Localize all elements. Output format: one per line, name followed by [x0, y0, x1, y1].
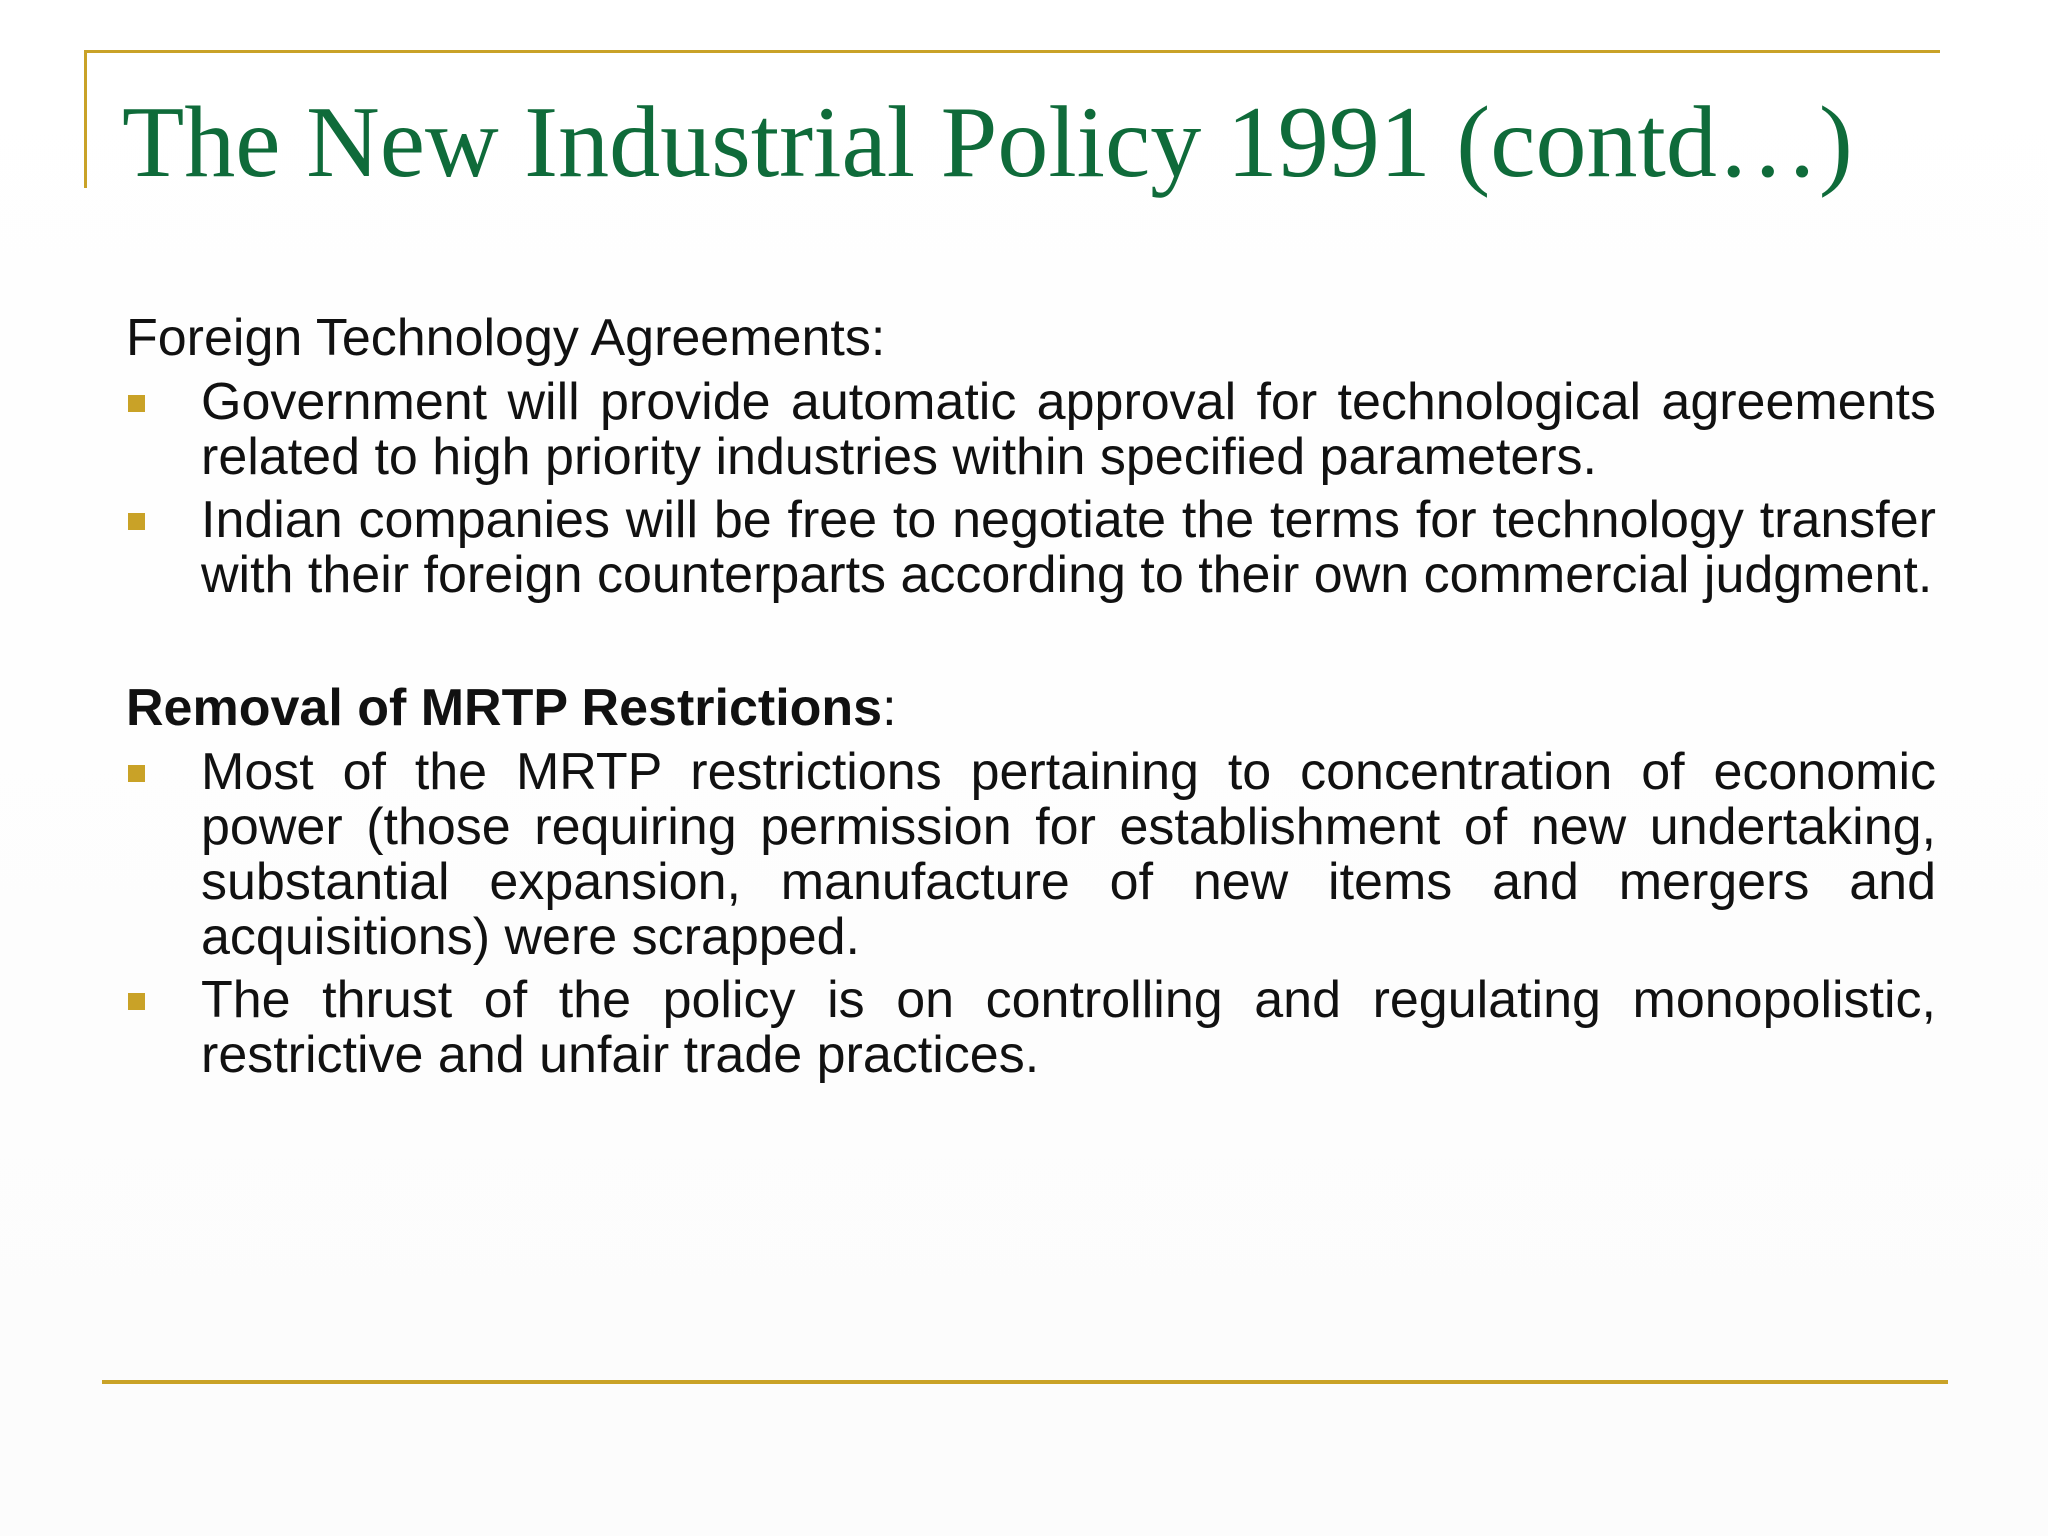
list-item: [126, 375, 1936, 485]
bullet-text: Most of the MRTP restrictions pertaining to concentration of economic power (those requiring permission for establishment of new undertaking, substantial expansion, manufacture of new items and mergers and acquisitions) were scrapped.: [201, 743, 1936, 966]
foreign-technology-bullet-list: [126, 375, 1936, 603]
section-heading-mrtp-suffix: :: [882, 679, 897, 737]
section-heading-foreign-technology: Foreign Technology Agreements:: [126, 309, 886, 367]
section-heading-mrtp-bold: Removal of MRTP Restrictions: [126, 679, 883, 737]
bullet-text: The thrust of the policy is on controlling and regulating monopolistic, restrictive and unfair trade practices.: [201, 971, 1936, 1084]
square-bullet-icon: [128, 765, 145, 782]
section-heading-mrtp: [126, 679, 1936, 737]
square-bullet-icon: [128, 513, 145, 530]
list-item: [126, 973, 1936, 1083]
square-bullet-icon: [128, 395, 145, 412]
square-bullet-icon: [128, 993, 145, 1010]
footer-rule: [102, 1380, 1948, 1384]
list-item: [126, 745, 1936, 965]
list-item: [126, 493, 1936, 603]
slide-content: [126, 309, 1936, 1083]
title-frame-left-rule: [84, 50, 87, 188]
bullet-text: Government will provide automatic approval for technological agreements related to high priority industries within specified parameters.: [201, 373, 1936, 486]
title-frame-top-rule: [84, 50, 1940, 53]
slide-title: The New Industrial Policy 1991 (contd…): [122, 86, 1853, 199]
bullet-text: Indian companies will be free to negotiate the terms for technology transfer with their foreign counterparts according to their own commercial judgment.: [201, 491, 1936, 604]
mrtp-bullet-list: [126, 745, 1936, 1083]
section-spacer: [126, 603, 1936, 679]
